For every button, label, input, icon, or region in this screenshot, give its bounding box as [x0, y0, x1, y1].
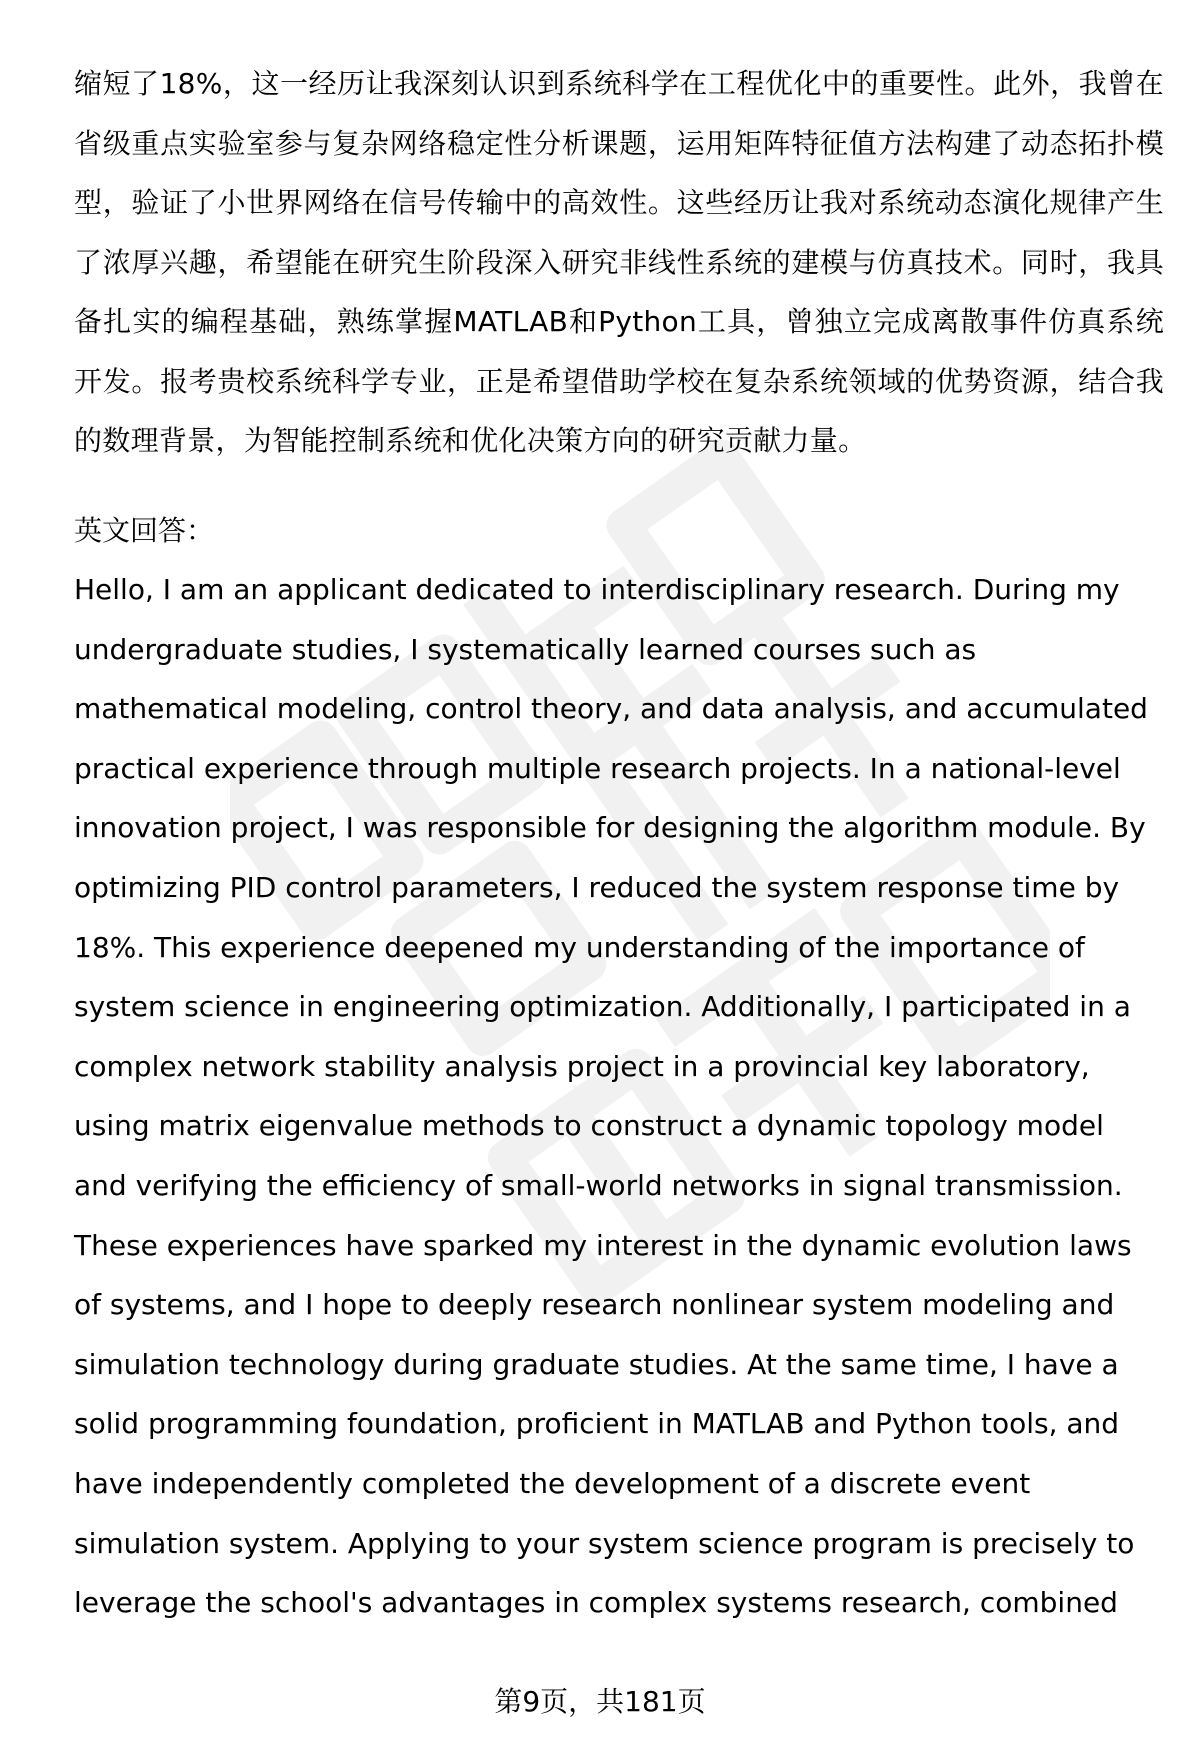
english-answer-paragraph: Hello, I am an applicant dedicated to interdisciplinary research. During my undergraduate studies, I systematically learned courses such as mathematical modeling, control theory, and data analysis, and accumulated practical experience through multiple research projects. In a national-level innovation project, I was responsible for designing the algorithm module. By optimizing PID control parameters, I reduced the system response time by 18%. This experience deepened my understanding of the importance of system science in engineering optimization. Additionally, I participated in a complex network stability analysis project in a provincial key laboratory, using matrix eigenvalue methods to construct a dynamic topology model and verifying the efficiency of small-world networks in signal transmission. These experiences have sparked my interest in the dynamic evolution laws of systems, and I hope to deeply research nonlinear system modeling and simulation technology during graduate studies. At the same time, I have a solid programming foundation, proficient in MATLAB and Python tools, and have independently completed the development of a discrete event simulation system. Applying to your system science program is precisely to leverage the school's advantages in complex systems research, combined — [74, 573, 1148, 1620]
english-answer-heading: 英文回答： — [74, 513, 215, 547]
document-body — [74, 54, 1164, 1633]
chinese-answer-paragraph: 缩短了18%，这一经历让我深刻认识到系统科学在工程优化中的重要性。此外，我曾在省级重点实验室参与复杂网络稳定性分析课题，运用矩阵特征值方法构建了动态拓扑模型，验证了小世界网络在信号传输中的高效性。这些经历让我对系统动态演化规律产生了浓厚兴趣，希望能在研究生阶段深入研究非线性系统的建模与仿真技术。同时，我具备扎实的编程基础，熟练掌握MATLAB和Python工具，曾独立完成离散事件仿真系统开发。报考贵校系统科学专业，正是希望借助学校在复杂系统领域的优势资源，结合我的数理背景，为智能控制系统和优化决策方向的研究贡献力量。 — [74, 67, 1164, 457]
page-number: 第9页，共181页 — [494, 1685, 706, 1718]
